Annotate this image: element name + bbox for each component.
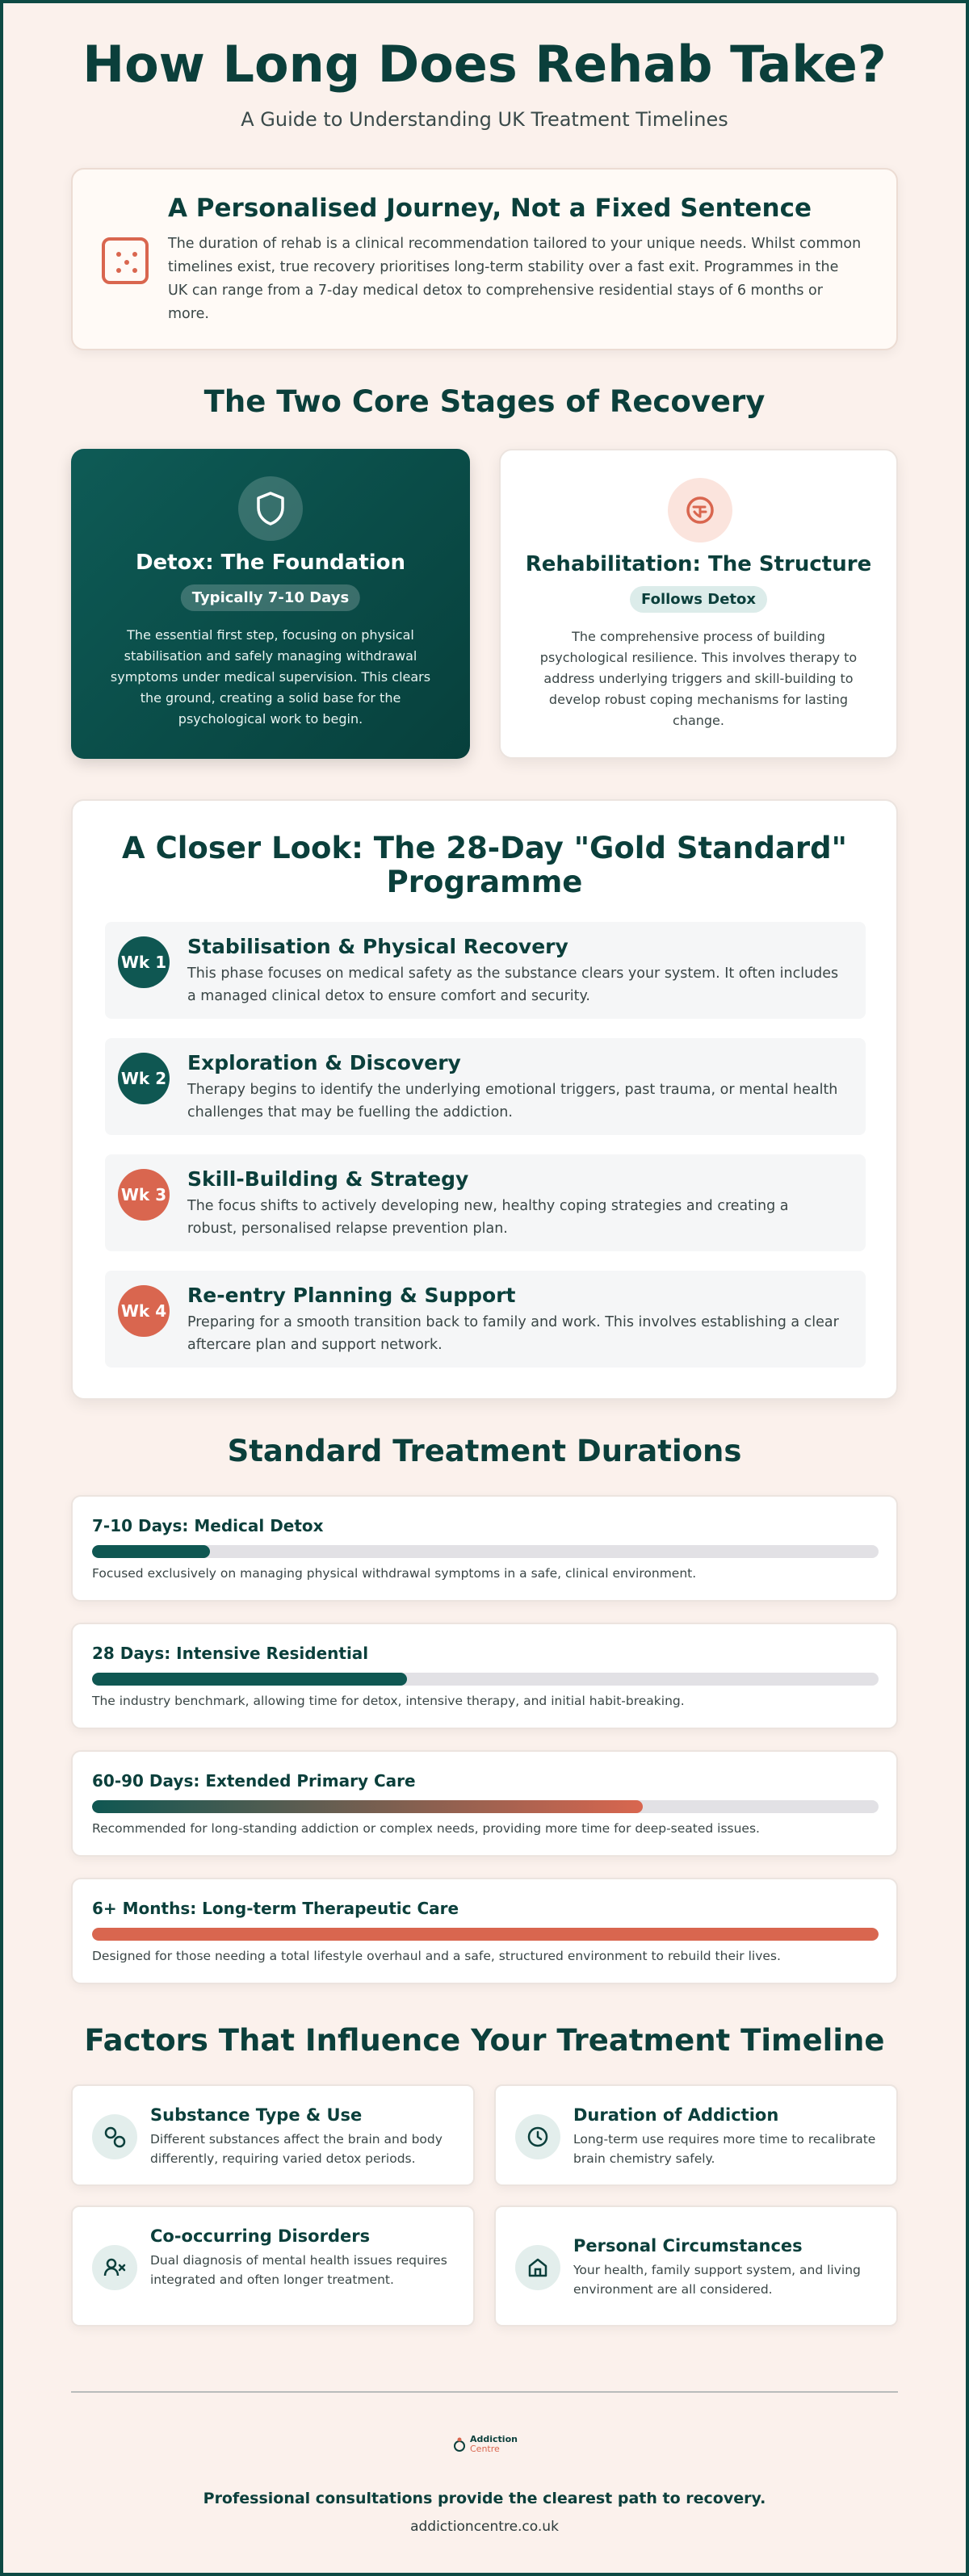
week-item [105, 1038, 866, 1135]
rehab-title: Rehabilitation: The Structure [525, 552, 872, 576]
week-item [105, 922, 866, 1019]
factor-card [494, 2084, 898, 2186]
factor-text: Different substances affect the brain and body differently, requiring varied detox periods. [150, 2132, 443, 2166]
week-badge: Wk 4 [118, 1285, 170, 1337]
duration-title: 60-90 Days: Extended Primary Care [92, 1771, 416, 1791]
week-badge: Wk 2 [118, 1053, 170, 1104]
rehab-text: The comprehensive process of building psychological resilience. This involves therapy to address underlying triggers and skill-building to develop robust coping mechanisms for lasting change. [539, 629, 858, 728]
week-title: Stabilisation & Physical Recovery [187, 935, 568, 958]
durations-heading: Standard Treatment Durations [227, 1434, 742, 1468]
logo-mark-icon [452, 2436, 467, 2454]
factor-title: Personal Circumstances [573, 2236, 803, 2256]
duration-progress-track [92, 1928, 879, 1941]
duration-title: 6+ Months: Long-term Therapeutic Care [92, 1899, 459, 1918]
duration-progress-fill [92, 1928, 879, 1941]
duration-progress-fill [92, 1800, 643, 1813]
addiction-centre-logo [452, 2433, 533, 2457]
factor-card [71, 2084, 475, 2186]
duration-card [71, 1750, 898, 1857]
week-text: Preparing for a smooth transition back to family and work. This involves establishing a clear aftercare plan and support network. [187, 1314, 839, 1353]
week-item [105, 1154, 866, 1251]
intro-title: A Personalised Journey, Not a Fixed Sentence [168, 194, 812, 223]
footer-url[interactable]: addictioncentre.co.uk [410, 2519, 559, 2535]
duration-progress-fill [92, 1673, 407, 1686]
week-text: Therapy begins to identify the underlying emotional triggers, past trauma, or mental health challenges that may be fuelling the addiction. [187, 1082, 838, 1120]
week-title: Skill-Building & Strategy [187, 1167, 469, 1191]
duration-progress-track [92, 1673, 879, 1686]
page-subtitle: A Guide to Understanding UK Treatment Timelines [241, 108, 728, 131]
programme-card [71, 799, 898, 1400]
duration-text: Focused exclusively on managing physical withdrawal symptoms in a safe, clinical environment. [92, 1566, 697, 1581]
duration-title: 28 Days: Intensive Residential [92, 1644, 369, 1663]
duration-card [71, 1878, 898, 1984]
week-badge: Wk 1 [118, 936, 170, 988]
factor-card [71, 2205, 475, 2327]
logo-line1: Addiction [470, 2434, 518, 2444]
programme-title: A Closer Look: The 28-Day "Gold Standard" Programme [122, 831, 847, 899]
factor-text: Your health, family support system, and living environment are all considered. [573, 2263, 861, 2297]
brain-icon [668, 478, 732, 542]
footer-tagline: Professional consultations provide the clearest path to recovery. [203, 2490, 766, 2507]
duration-progress-fill [92, 1545, 210, 1558]
week-text: The focus shifts to actively developing new, healthy coping strategies and creating a robust, personalised relapse prevention plan. [187, 1198, 789, 1237]
duration-title: 7-10 Days: Medical Detox [92, 1516, 324, 1535]
week-item [105, 1271, 866, 1368]
page-header [71, 32, 898, 131]
dice-icon [102, 237, 149, 284]
factor-title: Co-occurring Disorders [150, 2226, 371, 2246]
detox-text: The essential first step, focusing on physical stabilisation and safely managing withdrawal symptoms under medical supervision. This clears the ground, creating a solid base for the psychological work to begin. [110, 627, 431, 727]
week-title: Exploration & Discovery [187, 1051, 461, 1074]
logo-text [470, 2435, 518, 2454]
stages-heading: The Two Core Stages of Recovery [203, 384, 766, 419]
shapes-icon [92, 2114, 137, 2159]
user-x-icon [92, 2245, 137, 2290]
footer-divider [71, 2391, 898, 2393]
intro-text: The duration of rehab is a clinical recommendation tailored to your unique needs. Whilst common timelines exist, true recovery prioritises long-term stability over a fast exit. Programmes in the UK can range from a 7-day medical detox to comprehensive residential stays of 6 months or more. [168, 236, 862, 322]
duration-text: The industry benchmark, allowing time for detox, intensive therapy, and initial habit-breaking. [92, 1694, 685, 1708]
home-icon [515, 2245, 560, 2290]
week-title: Re-entry Planning & Support [187, 1284, 516, 1307]
duration-text: Recommended for long-standing addiction or complex needs, providing more time for deep-seated issues. [92, 1821, 760, 1836]
detox-title: Detox: The Foundation [135, 551, 406, 575]
duration-progress-track [92, 1800, 879, 1813]
shield-icon [238, 476, 303, 541]
duration-card [71, 1495, 898, 1602]
factor-card [494, 2205, 898, 2327]
intro-card [71, 168, 898, 350]
detox-card [71, 449, 470, 759]
page-title: How Long Does Rehab Take? [82, 35, 887, 94]
factors-heading: Factors That Influence Your Treatment Timeline [84, 2023, 885, 2058]
factor-text: Dual diagnosis of mental health issues requires integrated and often longer treatment. [150, 2253, 447, 2287]
logo-line2: Centre [470, 2444, 500, 2454]
clock-icon [515, 2114, 560, 2159]
factor-title: Substance Type & Use [150, 2105, 363, 2125]
rehab-sequence-badge: Follows Detox [630, 586, 767, 613]
week-badge: Wk 3 [118, 1169, 170, 1221]
week-text: This phase focuses on medical safety as the substance clears your system. It often includes a managed clinical detox to ensure comfort and security. [187, 965, 839, 1004]
duration-card [71, 1623, 898, 1729]
duration-text: Designed for those needing a total lifestyle overhaul and a safe, structured environment to rebuild their lives. [92, 1949, 781, 1963]
factor-title: Duration of Addiction [573, 2105, 779, 2125]
factor-text: Long-term use requires more time to recalibrate brain chemistry safely. [573, 2132, 876, 2166]
detox-duration-badge: Typically 7-10 Days [181, 584, 360, 611]
rehab-card [499, 449, 898, 759]
duration-progress-track [92, 1545, 879, 1558]
